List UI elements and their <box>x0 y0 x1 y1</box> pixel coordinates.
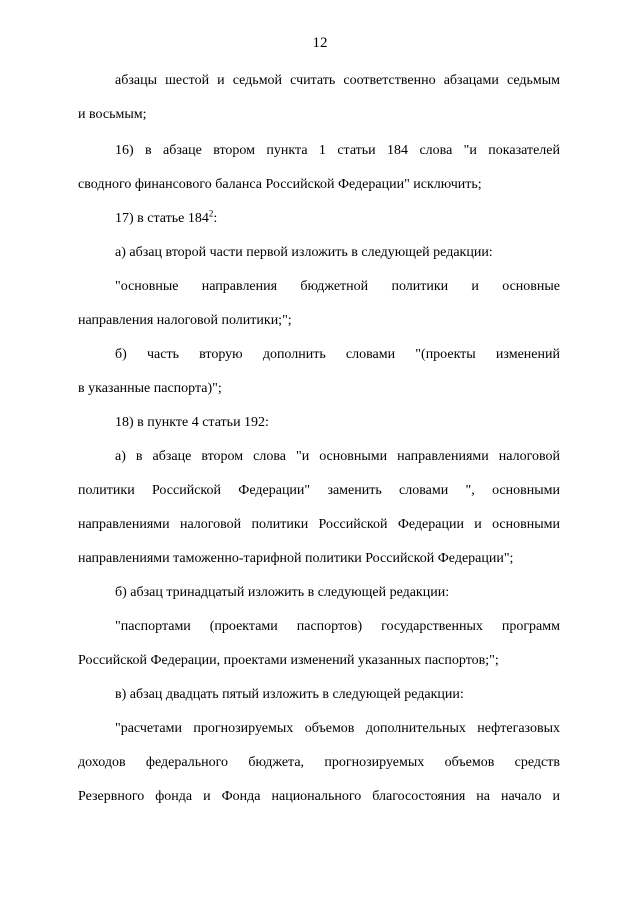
text-line <box>115 209 217 229</box>
text-fragment: : <box>213 211 218 226</box>
text-line: доходов федерального бюджета, прогнозируемых объемов средств <box>78 755 560 770</box>
text-line: Российской Федерации, проектами изменений указанных паспортов;"; <box>78 653 499 668</box>
text-line: "расчетами прогнозируемых объемов дополнительных нефтегазовых <box>115 721 560 736</box>
text-fragment: 17) в статье 184 <box>115 211 209 226</box>
text-line: Резервного фонда и Фонда национального благосостояния на начало и <box>78 789 560 804</box>
text-line: а) абзац второй части первой изложить в следующей редакции: <box>115 245 493 260</box>
text-line: сводного финансового баланса Российской Федерации" исключить; <box>78 177 482 192</box>
text-line: в указанные паспорта)"; <box>78 381 222 396</box>
text-line: абзацы шестой и седьмой считать соответственно абзацами седьмым <box>115 73 560 88</box>
text-line: направлениями налоговой политики Российской Федерации и основными <box>78 517 560 532</box>
text-line: в) абзац двадцать пятый изложить в следующей редакции: <box>115 687 464 702</box>
page-number: 12 <box>312 35 328 51</box>
text-line: "паспортами (проектами паспортов) государственных программ <box>115 619 560 634</box>
text-line: политики Российской Федерации" заменить словами ", основными <box>78 483 560 498</box>
text-line: "основные направления бюджетной политики и основные <box>115 279 560 294</box>
superscript: 2 <box>208 208 214 219</box>
text-line: направления налоговой политики;"; <box>78 313 292 328</box>
text-line: направлениями таможенно-тарифной политики Российской Федерации"; <box>78 551 514 566</box>
text-line: 16) в абзаце втором пункта 1 статьи 184 слова "и показателей <box>115 143 560 158</box>
text-line: 18) в пункте 4 статьи 192: <box>115 415 269 430</box>
text-line: б) абзац тринадцатый изложить в следующей редакции: <box>115 585 450 600</box>
text-line: а) в абзаце втором слова "и основными направлениями налоговой <box>115 449 560 464</box>
text-line: и восьмым; <box>78 107 147 122</box>
text-line: б) часть вторую дополнить словами "(проекты изменений <box>115 347 560 362</box>
